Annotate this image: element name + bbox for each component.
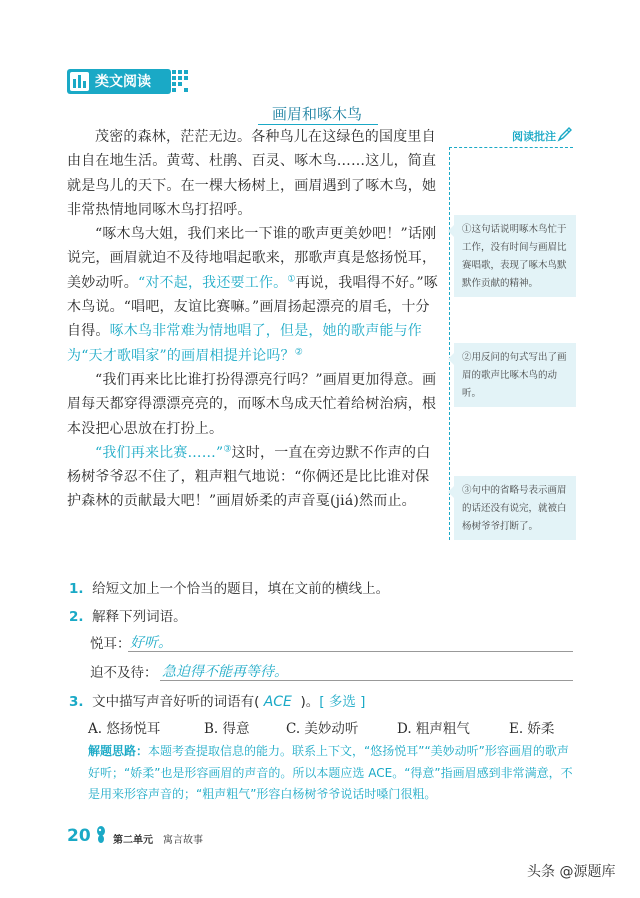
question-2: 2. 解释下列词语。 <box>69 609 187 625</box>
solution-explanation: 解题思路：本题考查提取信息的能力。联系上下文，“悠扬悦耳”“美妙动听”形容画眉的歌声好听；“娇柔”也是形容画眉的声音的。所以本题应选 ACE。“得意”指画眉感到非常满意，不是用来形容声音的；“粗声粗气”形容白杨树爷爷说话时嗓门很粗。 <box>88 744 573 801</box>
answer-line-1 <box>128 651 573 652</box>
paragraph-1: 茂密的森林，茫茫无边。各种鸟儿在这绿色的国度里自由自在地生活。黄莺、杜鹃、百灵、啄木鸟……这儿，简直就是鸟儿的天下。在一棵大杨树上，画眉遇到了啄木鸟，她非常热情地同啄木鸟打招呼。 <box>67 129 437 218</box>
term-2-label: 迫不及待： <box>90 665 158 681</box>
section-label: 类文阅读 <box>95 74 151 90</box>
answer-line-2 <box>160 680 573 681</box>
footer-unit: 第二单元 寓言故事 <box>113 835 203 846</box>
marker-1: ① <box>287 274 296 285</box>
annotation-note-2: ②用反问的句式写出了画眉的歌声比啄木鸟的动听。 <box>454 343 576 407</box>
annotation-divider <box>449 147 573 148</box>
annotation-note-1: ①这句话说明啄木鸟忙于工作，没有时间与画眉比赛唱歌，表现了啄木鸟默默作贡献的精神。 <box>454 215 576 297</box>
annotation-note-3: ③句中的省略号表示画眉的话还没有说完，就被白杨树爷爷打断了。 <box>454 476 576 540</box>
term-2-answer: 急迫得不能再等待。 <box>162 664 288 680</box>
highlight-1: “对不起，我还要工作。 <box>138 274 288 291</box>
annotation-heading: 阅读批注 <box>512 130 556 143</box>
paragraph-4: “我们再来比赛……”③这时，一直在旁边默不作声的白杨树爷爷忍不住了，粗声粗气地说：“你俩还是比比谁对保护森林的贡献最大吧！”画眉娇柔的声音戛(jiá)然而止。 <box>67 444 431 510</box>
highlight-3: “我们再来比赛……” <box>95 444 224 461</box>
paragraph-2: “啄木鸟大姐，我们来比一下谁的歌声更美妙吧！”话刚说完，画眉就迫不及待地唱起歌来，那歌声真是悠扬悦耳，美妙动听。“对不起，我还要工作。①再说，我唱得不好。”啄木鸟说。“唱吧，友谊比赛嘛。”画眉扬起漂亮的眉毛，十分自得。啄木鸟非常难为情地唱了，但是，她的歌声能与作为“天才歌唱家”的画眉相提并论吗？② <box>67 226 438 364</box>
dots-decoration <box>172 70 192 94</box>
question-3: 3. 文中描写声音好听的词语有( ACE )。[ 多选 ] <box>69 694 366 710</box>
marker-3: ③ <box>223 444 232 455</box>
watermark: 头条 @源题库 <box>527 864 616 880</box>
term-1-label: 悦耳： <box>90 636 131 652</box>
footer-topic: 寓言故事 <box>163 835 203 846</box>
option-a: A. 悠扬悦耳 <box>88 721 161 737</box>
marker-2: ② <box>294 347 303 358</box>
paragraph-3: “我们再来比比谁打扮得漂亮行吗？”画眉更加得意。画眉每天都穿得漂漂亮亮的，而啄木鸟成天忙着给树治病，根本没把心思放在打扮上。 <box>67 371 437 437</box>
highlight-2: 啄木鸟非常难为情地唱了，但是，她的歌声能与作为“天才歌唱家”的画眉相提并论吗？ <box>67 323 423 364</box>
multi-choice-tag: [ 多选 ] <box>319 694 366 710</box>
passage-body <box>67 125 442 514</box>
pen-icon <box>557 126 573 142</box>
term-1-answer: 好听。 <box>130 635 172 651</box>
option-e: E. 娇柔 <box>509 721 555 737</box>
option-d: D. 粗声粗气 <box>397 721 470 737</box>
book-icon <box>70 72 89 91</box>
option-c: C. 美妙动听 <box>286 721 359 737</box>
question-3-answer: ACE <box>263 694 292 710</box>
passage-title: 画眉和啄木鸟 <box>272 105 363 123</box>
mascot-icon <box>95 824 107 844</box>
question-1: 1. 给短文加上一个恰当的题目，填在文前的横线上。 <box>69 581 390 597</box>
option-b: B. 得意 <box>204 721 250 737</box>
page-number: 20 <box>67 826 91 846</box>
annotation-border <box>449 147 450 540</box>
